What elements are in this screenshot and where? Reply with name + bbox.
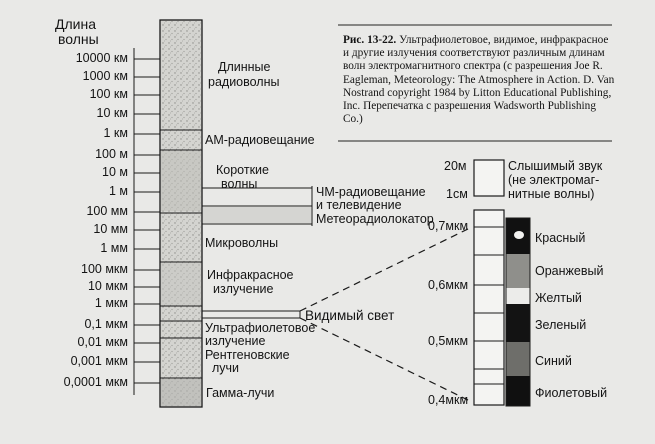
wavelength-label: 100 км bbox=[89, 87, 128, 101]
region-am: АМ-радиовещание bbox=[205, 133, 315, 147]
wavelength-label: 1 км bbox=[103, 126, 128, 140]
wavelength-label: 0,01 мкм bbox=[77, 335, 128, 349]
visible-light-connector bbox=[202, 311, 300, 318]
wavelength-label: 100 м bbox=[95, 147, 128, 161]
sound-label-2: (не электромаг- bbox=[508, 173, 600, 187]
wavelength-label: 10 мкм bbox=[87, 279, 128, 293]
radar-band-fill bbox=[203, 207, 311, 223]
visible-scale-bar bbox=[474, 210, 504, 405]
wavelength-label: 10 км bbox=[96, 106, 128, 120]
wavelength-header-2: волны bbox=[58, 31, 99, 47]
wavelength-label: 10 м bbox=[102, 165, 128, 179]
color-label-orange: Оранжевый bbox=[535, 264, 604, 278]
wavelength-header-1: Длина bbox=[55, 16, 96, 32]
gamma-shade bbox=[161, 379, 201, 406]
wavelength-label: 10 мм bbox=[93, 222, 128, 236]
infrared-shade bbox=[161, 263, 201, 305]
visible-scale-label: 0,6мкм bbox=[428, 278, 469, 292]
region-infrared-1: Инфракрасное bbox=[207, 268, 294, 282]
region-long-radio-1: Длинные bbox=[218, 60, 271, 74]
wavelength-label: 1 м bbox=[108, 184, 128, 198]
region-fm-1: ЧМ-радиовещание bbox=[316, 185, 426, 199]
wavelength-label: 100 мкм bbox=[81, 262, 128, 276]
region-xray-1: Рентгеновские bbox=[205, 348, 290, 362]
region-uv-2: излучение bbox=[205, 334, 266, 348]
region-microwave: Микроволны bbox=[205, 236, 279, 250]
color-band bbox=[506, 218, 530, 406]
sound-top-value: 20м bbox=[444, 159, 467, 173]
color-label-blue: Синий bbox=[535, 354, 572, 368]
visible-scale-label: 0,7мкм bbox=[428, 219, 469, 233]
region-short-2: волны bbox=[221, 177, 258, 191]
region-uv-1: Ультрафиолетовое bbox=[205, 321, 316, 335]
region-visible-light: Видимый свет bbox=[305, 308, 395, 323]
region-gamma: Гамма-лучи bbox=[206, 386, 275, 400]
wavelength-label: 100 мм bbox=[86, 204, 128, 218]
wavelength-label: 0,001 мкм bbox=[70, 354, 128, 368]
wavelength-label: 1 мм bbox=[100, 241, 128, 255]
sound-label-1: Слышимый звук bbox=[508, 159, 603, 173]
color-label-green: Зеленый bbox=[535, 318, 587, 332]
wavelength-label: 1 мкм bbox=[94, 296, 128, 310]
red-highlight bbox=[514, 231, 524, 239]
region-short-1: Короткие bbox=[216, 163, 269, 177]
figure-caption-text: Ультрафиолетовое, видимое, инфракрасное и другие излучения соответствуют различным длинам волн электромагнитного спектра (с разрешения Joe R. Eagleman, Meteorology: The Atmosphere in Action. D. Van Nostrand copyright 1984 by Litton Educational Publishing, Inc. Перепечатка с разрешения Wadsworth Publishing Co.) bbox=[343, 34, 615, 126]
region-long-radio-2: радиоволны bbox=[208, 75, 280, 89]
sound-bar bbox=[474, 160, 504, 196]
sound-label-3: нитные волны) bbox=[508, 187, 595, 201]
region-infrared-2: излучение bbox=[213, 282, 274, 296]
wavelength-ticks bbox=[134, 59, 160, 383]
color-label-red: Красный bbox=[535, 231, 586, 245]
wavelength-label: 0,0001 мкм bbox=[63, 375, 128, 389]
color-label-yellow: Желтый bbox=[535, 291, 582, 305]
color-label-violet: Фиолетовый bbox=[535, 386, 608, 400]
wavelength-label: 1000 км bbox=[82, 69, 128, 83]
figure-caption bbox=[343, 34, 615, 126]
wavelength-label: 0,1 мкм bbox=[84, 317, 128, 331]
region-fm-2: и телевидение bbox=[316, 198, 402, 212]
sound-bottom-value: 1см bbox=[446, 187, 468, 201]
figure-label: Рис. 13-22. bbox=[343, 34, 397, 46]
short-wave-shade bbox=[161, 151, 201, 211]
visible-scale-label: 0,4мкм bbox=[428, 393, 469, 407]
region-radar: Метеорадиолокатор bbox=[316, 212, 434, 226]
wavelength-label: 10000 км bbox=[75, 51, 128, 65]
region-xray-2: лучи bbox=[212, 361, 240, 375]
visible-scale-label: 0,5мкм bbox=[428, 334, 469, 348]
